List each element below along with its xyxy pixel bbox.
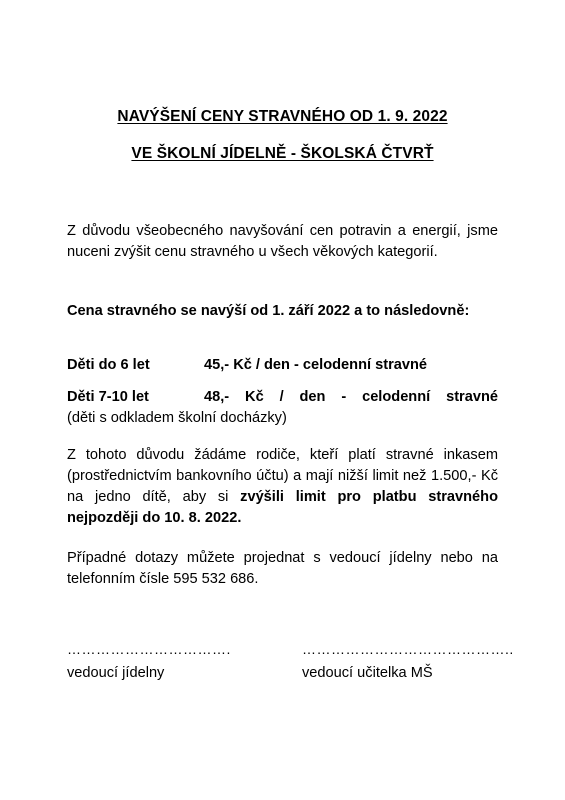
price-group-label: Děti do 6 let [67,357,150,373]
price-group-label: Děti 7-10 let [67,389,149,405]
intro-paragraph: Z důvodu všeobecného navyšování cen potravin a energií, jsme nuceni zvýšit cenu stravného u všech věkových kategorií. [67,223,498,260]
signature-line-left: ……………………………. [67,641,231,657]
signature-label-right: vedoucí učitelka MŠ [302,665,433,681]
signature-line-right: …………………………………….. [302,641,514,657]
request-paragraph [67,445,498,529]
price-value: 48,- Kč / den - celodenní stravné [204,389,498,405]
signature-label-left: vedoucí jídelny [67,665,165,681]
price-value: 45,- Kč / den - celodenní stravné [204,357,428,373]
heading-line-1: NAVÝŠENÍ CENY STRAVNÉHO OD 1. 9. 2022 [117,108,448,125]
contact-paragraph: Případné dotazy můžete projednat s vedoucí jídelny nebo na telefonním čísle 595 532 686. [67,550,498,587]
request-text: Z tohoto důvodu žádáme rodiče, kteří platí stravné inkasem (prostřednictvím bankovního účtu) a mají nižší limit než 1.500,- Kč na jedno dítě, aby si [67,447,498,505]
price-intro: Cena stravného se navýší od 1. září 2022 a to následovně: [67,303,470,319]
request-deadline: zvýšili limit pro platbu stravného nejpozději do 10. 8. 2022. [67,489,498,526]
heading-line-2: VE ŠKOLNÍ JÍDELNĚ - ŠKOLSKÁ ČTVRŤ [131,145,434,162]
price-note: (děti s odkladem školní docházky) [67,410,287,426]
